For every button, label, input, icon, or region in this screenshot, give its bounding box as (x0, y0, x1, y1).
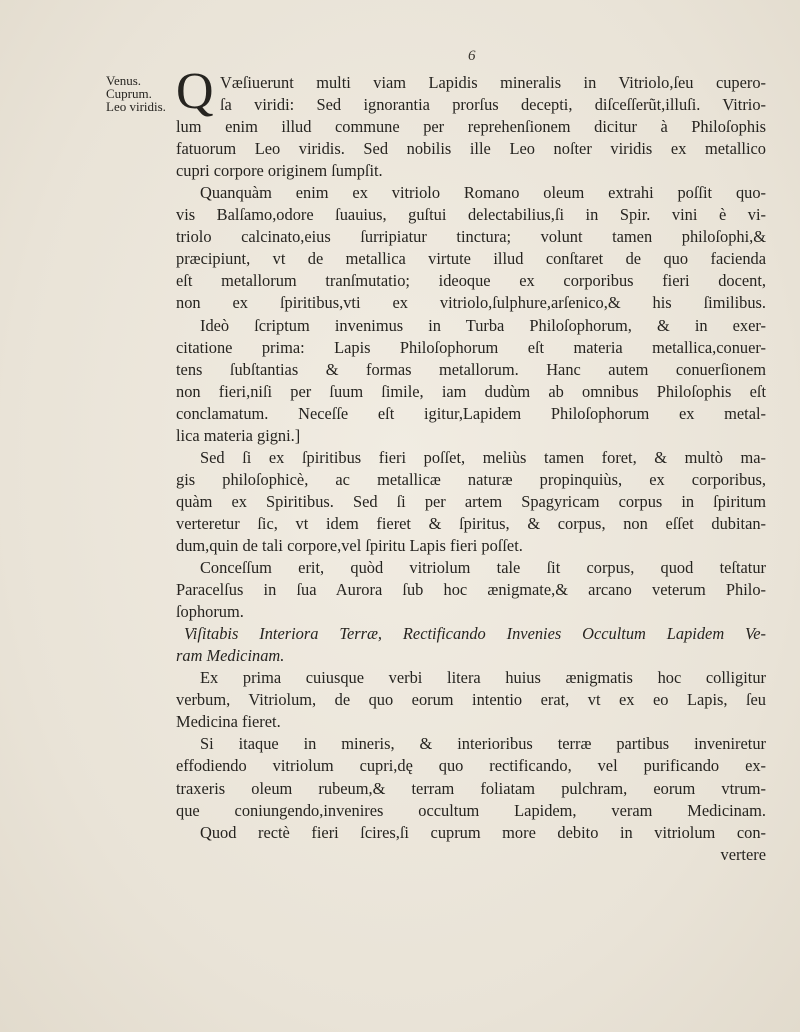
text-line: fatuorum Leo viridis. Sed nobilis ille Leo noſter viridis ex metallico (176, 139, 766, 159)
text-line: ſa viridi: Sed ignorantia prorſus decepti, diſceſſerũt,illuſi. Vitrio- (220, 95, 766, 115)
text-line: Ex prima cuiusque verbi litera huius ænigmatis hoc colligitur (200, 668, 766, 688)
margin-note-venus: Venus. (106, 73, 142, 88)
drop-cap: Q (176, 63, 214, 120)
text-line: non ex ſpiritibus,vti ex vitriolo,ſulphure,arſenico,& his ſimilibus. (176, 293, 766, 313)
text-line: quàm ex Spiritibus. Sed ſi per artem Spagyricam corpus in ſpiritum (176, 491, 766, 511)
text-line: Si itaque in mineris, & interioribus terræ partibus inveniretur (200, 734, 766, 754)
text-line: verbum, Vitriolum, de quo eorum intentio erat, vt ex eo Lapis, ſeu (176, 690, 766, 710)
text-line: Sed ſi ex ſpiritibus fieri poſſet, meliùs tamen foret, & multò ma- (200, 447, 766, 467)
text-line: dum,quin de tali corpore,vel ſpiritu Lapis fieri poſſet. (176, 535, 523, 555)
text-line: triolo calcinato,eius ſurripiatur tinctura; volunt tamen philoſophi,& (176, 227, 766, 247)
text-line: que coniungendo,invenires occultum Lapidem, veram Medicinam. (176, 800, 766, 820)
text-line: vis Balſamo,odore ſuauius, guſtui delectabilius,ſi in Spir. vini è vi- (176, 205, 766, 225)
page-number: 6 (468, 48, 476, 64)
text-line: tens ſubſtantias & formas metallorum. Hanc autem conuerſionem (176, 359, 766, 379)
text-line: conclamatum. Neceſſe eſt igitur,Lapidem Philoſophorum ex metal- (176, 403, 766, 423)
margin-note-cuprum: Cuprum. (106, 86, 152, 101)
text-line: Væſiuerunt multi viam Lapidis mineralis in Vitriolo,ſeu cupero- (220, 73, 766, 92)
text-line: effodiendo vitriolum cupri,dę quo rectificando, vel purificando ex- (176, 756, 766, 776)
text-line: Quod rectè fieri ſcires,ſi cuprum more debito in vitriolum con- (200, 822, 766, 842)
text-line: verteretur ſic, vt idem fieret & ſpiritus, & corpus, non eſſet dubitan- (176, 513, 766, 533)
text-line: lica materia gigni.] (176, 425, 301, 445)
text-line: cupri corpore originem ſumpſit. (176, 161, 383, 181)
text-line: præcipiunt, vt de metallica virtute illud conſtaret de quo facienda (176, 249, 766, 269)
text-line: traxeris oleum rubeum,& terram foliatam pulchram, eorum vtrum- (176, 778, 766, 798)
text-line: non fieri,niſi per ſuum ſimile, iam dudùm ab omnibus Philoſophis eſt (176, 381, 766, 401)
text-line: citatione prima: Lapis Philoſophorum eſt materia metallica,conuer- (176, 337, 766, 357)
text-line: vertere (720, 844, 766, 864)
text-line: Conceſſum erit, quòd vitriolum tale ſit corpus, quod teſtatur (200, 558, 766, 578)
margin-notes (106, 74, 178, 113)
text-line: Medicina fieret. (176, 712, 281, 732)
body-text (176, 63, 766, 866)
text-line: Viſitabis Interiora Terræ, Rectificando Invenies Occultum Lapidem Ve- (184, 624, 766, 644)
text-line: ſophorum. (176, 602, 244, 622)
text-line: Quanquàm enim ex vitriolo Romano oleum extrahi poſſit quo- (200, 183, 766, 203)
text-line: eſt metallorum tranſmutatio; ideoque ex corporibus fieri docent, (176, 271, 766, 291)
text-line: Paracelſus in ſua Aurora ſub hoc ænigmate,& arcano veterum Philo- (176, 580, 766, 600)
margin-note-leo-viridis: Leo viridis. (106, 99, 166, 114)
text-line: lum enim illud commune per reprehenſionem dicitur à Philoſophis (176, 117, 766, 137)
text-line: ram Medicinam. (176, 646, 285, 666)
text-line: Ideò ſcriptum invenimus in Turba Philoſophorum, & in exer- (200, 315, 766, 335)
text-line: gis philoſophicè, ac metallicæ naturæ propinquiùs, ex corporibus, (176, 469, 766, 489)
